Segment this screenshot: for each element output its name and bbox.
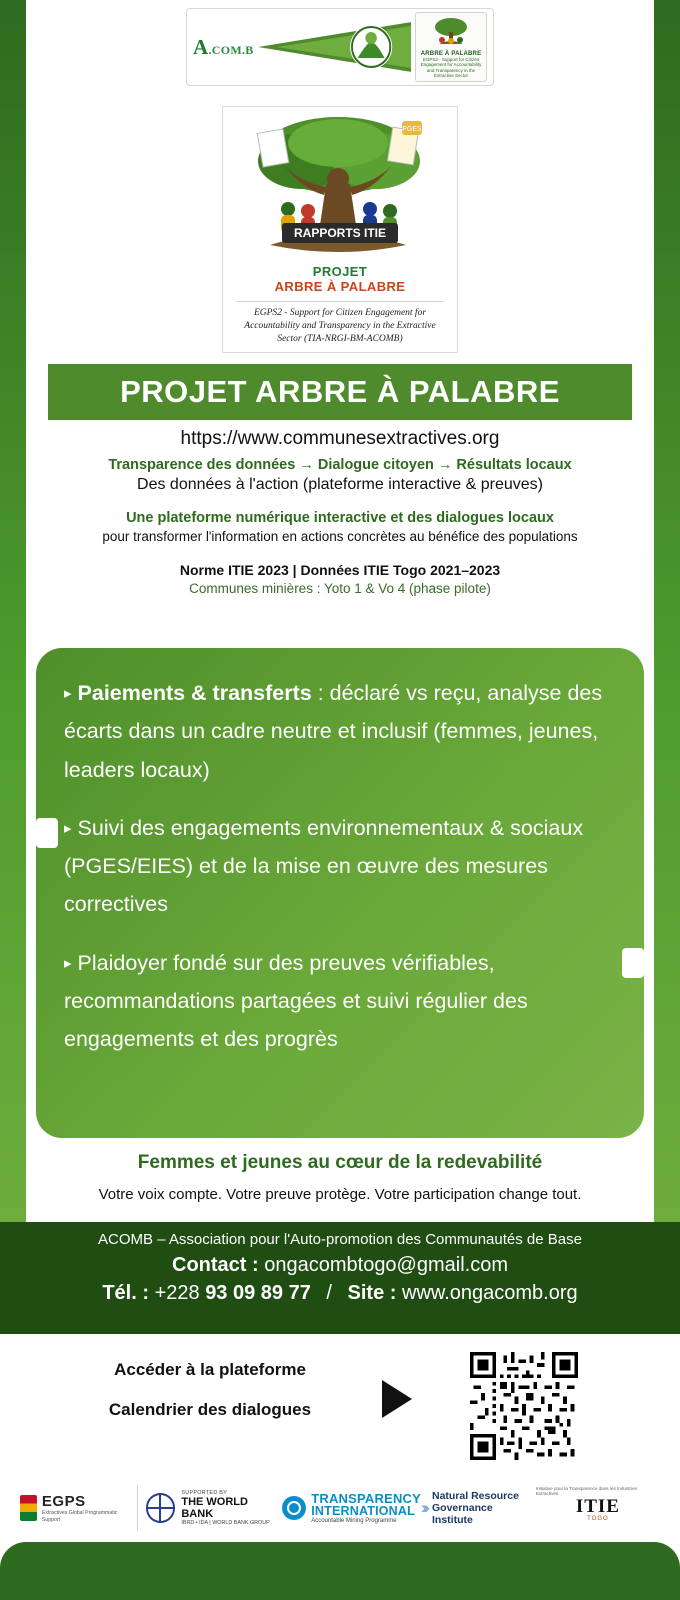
- phone-number[interactable]: 93 09 89 77: [205, 1282, 311, 1304]
- key-point-1: [64, 674, 616, 789]
- organisation-name: ACOMB – Association pour l'Auto-promotion des Communautés de Base: [98, 1231, 582, 1248]
- page-title: PROJET ARBRE À PALABRE: [120, 374, 560, 409]
- nrgi-line2: Governance Institute: [431, 1501, 493, 1527]
- women-youth-subline: Votre voix compte. Votre preuve protège. Votre participation change tout.: [98, 1186, 582, 1203]
- key-point-2-text: Suivi des engagements environnementaux & sociaux (PGES/EIES) et de la mise en œuvre des mesures correctives: [64, 815, 584, 917]
- emblem-title-line2: ARBRE À PALABRE: [274, 278, 406, 294]
- bullet-marker-icon: ▸: [64, 954, 72, 972]
- tagline: Transparence des données → Dialogue citoyen → Résultats locaux: [108, 457, 572, 473]
- main-title-banner: [48, 364, 632, 420]
- nrgi-line1: Natural Resource: [431, 1489, 519, 1502]
- key-point-3: [64, 944, 616, 1059]
- mini-logo-caption: EGPS2 - Support for Citizen Engagement for Accountability and Transparency in the Extractive Sector: [420, 57, 482, 78]
- key-point-2: [64, 809, 616, 924]
- itie-country: TOGO: [587, 1516, 609, 1522]
- box-notch-left: [36, 818, 58, 848]
- contact-phone-row: [0, 1282, 680, 1305]
- key-point-1-text: : déclaré vs reçu, analyse des écarts dans un cadre neutre et inclusif (femmes, jeunes, leaders locaux): [64, 681, 603, 782]
- subtitle: Des données à l'action (plateforme interactive & preuves): [137, 476, 543, 493]
- separator: /: [326, 1282, 332, 1304]
- svg-text:PGES: PGES: [402, 126, 422, 133]
- acomb-logo: [193, 35, 254, 60]
- partner-nrgi-logo: [421, 1486, 536, 1530]
- egps-sub: Extractives Global Programmatic Support: [41, 1510, 118, 1523]
- contact-label: Contact :: [172, 1254, 259, 1276]
- emblem-illustration: [230, 113, 450, 263]
- ti-globe-icon: [282, 1496, 306, 1520]
- mini-logo-title: ARBRE À PALABRE: [420, 51, 482, 58]
- ti-name-line2: INTERNATIONAL: [311, 1504, 415, 1519]
- emblem-title-line1: PROJET: [312, 264, 368, 279]
- platform-headline: Une plateforme numérique interactive et des dialogues locaux: [126, 510, 554, 526]
- phone-label: Tél. :: [102, 1282, 149, 1304]
- standard-line: Norme ITIE 2023 | Données ITIE Togo 2021–2023: [179, 562, 501, 578]
- cta-line-calendar[interactable]: Calendrier des dialogues: [108, 1400, 312, 1419]
- bottom-green-bar: [0, 1542, 680, 1600]
- beam-graphic-icon: [258, 20, 411, 74]
- egps-flag-icon: [20, 1495, 37, 1521]
- box-notch-right: [622, 948, 644, 978]
- ti-name-line1: TRANSPARENCY: [311, 1490, 421, 1506]
- mini-tree-icon: [429, 16, 473, 50]
- partner-world-bank-logo: [137, 1486, 283, 1530]
- globe-icon: [146, 1493, 176, 1523]
- contact-band: [0, 1222, 680, 1334]
- left-green-edge: [0, 0, 26, 1245]
- acomb-logo-suffix: .COM.B: [208, 42, 254, 57]
- women-youth-headline: Femmes et jeunes au cœur de la redevabilité: [137, 1152, 543, 1173]
- emblem-title: [275, 265, 406, 295]
- chevrons-icon: ›››: [421, 1498, 426, 1517]
- bullet-marker-icon: ▸: [64, 684, 72, 702]
- project-emblem-card: [222, 106, 458, 353]
- svg-text:RAPPORTS ITIE: RAPPORTS ITIE: [293, 226, 387, 240]
- partner-egps-logo: [20, 1486, 137, 1530]
- egps-name: EGPS: [41, 1493, 86, 1510]
- intro-block: [28, 428, 652, 596]
- partner-logos: [20, 1482, 660, 1534]
- partner-itie-logo: [536, 1486, 660, 1530]
- right-green-edge: [654, 0, 680, 1245]
- phone-prefix: +228: [154, 1282, 200, 1304]
- itie-caption: Initiative pour la Transparence dans les Industries Extractives: [535, 1486, 637, 1496]
- mini-project-logo: [415, 12, 487, 82]
- play-arrow-icon: [382, 1380, 412, 1418]
- contact-email[interactable]: ongacombtogo@gmail.com: [264, 1254, 508, 1276]
- bullet-marker-icon: ▸: [64, 819, 72, 837]
- partner-transparency-international-logo: [282, 1486, 421, 1530]
- emblem-caption: EGPS2 - Support for Citizen Engagement for Accountability and Transparency in the Extractive Sector (TIA-NRGI-BM-ACOMB): [237, 301, 443, 345]
- platform-url[interactable]: https://www.communesextractives.org: [180, 428, 500, 449]
- itie-name: ITIE: [575, 1496, 620, 1517]
- contact-email-row: [0, 1254, 680, 1277]
- acomb-logo-letter: A: [193, 34, 209, 59]
- site-label: Site :: [347, 1282, 397, 1304]
- communes-line: Communes minières : Yoto 1 & Vo 4 (phase pilote): [189, 581, 491, 596]
- world-bank-below: IBRD • IDA | WORLD BANK GROUP: [181, 1520, 270, 1527]
- world-bank-name: THE WORLD BANK: [181, 1495, 248, 1520]
- platform-subline: pour transformer l'information en actions concrètes au bénéfice des populations: [102, 529, 578, 544]
- key-point-1-strong: Paiements & transferts: [77, 681, 312, 705]
- cta-line-platform[interactable]: Accéder à la plateforme: [114, 1360, 306, 1379]
- cta-block: [60, 1360, 360, 1440]
- key-point-3-text: Plaidoyer fondé sur des preuves vérifiables, recommandations partagées et suivi régulier des engagements et des progrès: [64, 950, 528, 1052]
- ti-sub: Accountable Mining Programme: [311, 1518, 397, 1525]
- header-logo-strip: [186, 8, 494, 86]
- qr-code-icon[interactable]: [470, 1352, 578, 1460]
- website-url[interactable]: www.ongacomb.org: [402, 1282, 578, 1304]
- key-points-box: [36, 648, 644, 1138]
- world-bank-above: SUPPORTED BY: [181, 1489, 228, 1496]
